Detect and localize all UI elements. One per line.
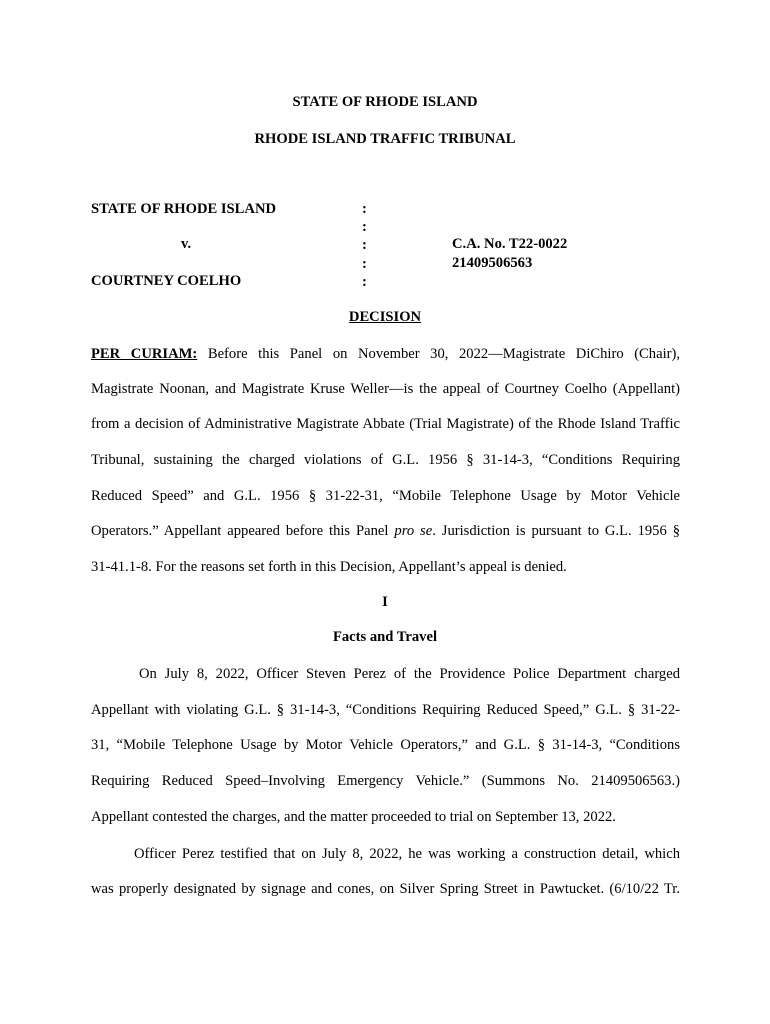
state-heading: STATE OF RHODE ISLAND bbox=[292, 94, 478, 110]
paragraph-line: was properly designated by signage and cones, on Silver Spring Street in Pawtucket. (6/10/22 Tr. bbox=[91, 881, 680, 897]
case-number: C.A. No. T22-0022 bbox=[452, 236, 568, 252]
caption-colon: : bbox=[362, 201, 367, 217]
caption-plaintiff: STATE OF RHODE ISLAND bbox=[91, 201, 277, 217]
decision-heading: DECISION bbox=[348, 309, 422, 325]
tribunal-heading: RHODE ISLAND TRAFFIC TRIBUNAL bbox=[254, 131, 516, 147]
caption-colon: : bbox=[362, 237, 367, 253]
paragraph-text: Operators.” Appellant appeared before this Panel bbox=[91, 523, 395, 539]
paragraph-line: 31, “Mobile Telephone Usage by Motor Vehicle Operators,” and G.L. § 31-14-3, “Conditions bbox=[91, 737, 680, 753]
paragraph-line: Appellant with violating G.L. § 31-14-3, “Conditions Requiring Reduced Speed,” G.L. § 31-22- bbox=[91, 702, 680, 718]
paragraph-line: On July 8, 2022, Officer Steven Perez of the Providence Police Department charged bbox=[139, 666, 680, 682]
paragraph-line: Reduced Speed” and G.L. 1956 § 31-22-31, “Mobile Telephone Usage by Motor Vehicle bbox=[91, 488, 680, 504]
pro-se-italic: pro se bbox=[394, 523, 433, 539]
caption-defendant: COURTNEY COELHO bbox=[91, 273, 242, 289]
paragraph-line bbox=[91, 345, 680, 363]
paragraph-line: Tribunal, sustaining the charged violations of G.L. 1956 § 31-14-3, “Conditions Requiring bbox=[91, 452, 680, 468]
caption-versus: v. bbox=[181, 236, 192, 252]
paragraph-text: Before this Panel on November 30, 2022—Magistrate DiChiro (Chair), bbox=[207, 346, 680, 362]
paragraph-line: from a decision of Administrative Magistrate Abbate (Trial Magistrate) of the Rhode Island Traffic bbox=[91, 416, 680, 432]
caption-colon: : bbox=[362, 256, 367, 272]
summons-number: 21409506563 bbox=[452, 255, 533, 271]
paragraph-line: Requiring Reduced Speed–Involving Emergency Vehicle.” (Summons No. 21409506563.) bbox=[91, 773, 680, 789]
paragraph-line: 31-41.1-8. For the reasons set forth in this Decision, Appellant’s appeal is denied. bbox=[91, 559, 567, 575]
paragraph-line: Officer Perez testified that on July 8, 2022, he was working a construction detail, which bbox=[134, 846, 680, 862]
paragraph-text: . Jurisdiction is pursuant to G.L. 1956 § bbox=[432, 523, 680, 539]
caption-colon: : bbox=[362, 274, 367, 290]
section-numeral: I bbox=[382, 594, 388, 610]
section-title: Facts and Travel bbox=[332, 629, 438, 645]
per-curiam-label: PER CURIAM: bbox=[91, 346, 198, 362]
paragraph-line: Magistrate Noonan, and Magistrate Kruse Weller—is the appeal of Courtney Coelho (Appellant) bbox=[91, 381, 680, 397]
paragraph-line: Appellant contested the charges, and the matter proceeded to trial on September 13, 2022. bbox=[91, 809, 616, 825]
paragraph-line bbox=[91, 522, 680, 540]
caption-colon: : bbox=[362, 219, 367, 235]
